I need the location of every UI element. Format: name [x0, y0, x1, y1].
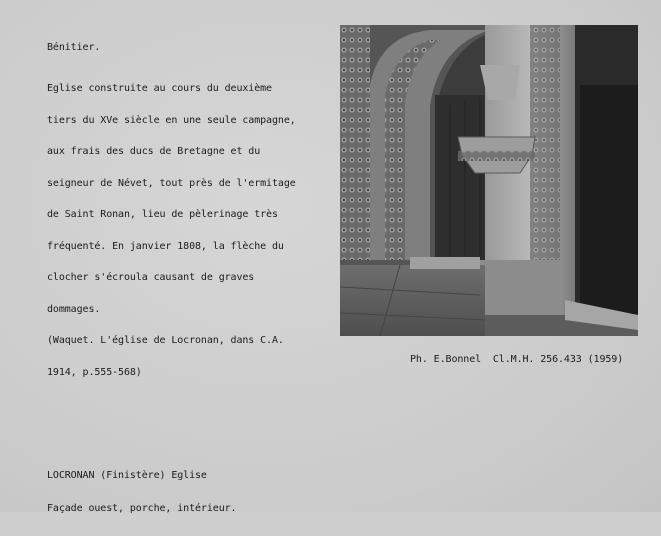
door-step — [410, 257, 480, 269]
carved-jamb-left — [340, 25, 370, 260]
description-block — [47, 63, 296, 399]
location-block — [47, 448, 236, 536]
pillar-base — [480, 260, 560, 315]
description-line: seigneur de Névet, tout près de l'ermitage — [47, 177, 296, 189]
stoup-carved-band — [458, 151, 535, 161]
description-line: Eglise construite au cours du deuxième — [47, 83, 272, 94]
porch-photo-drawing — [340, 25, 638, 336]
right-doorway — [580, 85, 638, 315]
carved-pillar-detail — [530, 25, 560, 275]
description-line: dommages. — [47, 303, 101, 315]
photo-credit: Ph. E.Bonnel Cl.M.H. 256.433 (1959) — [410, 354, 624, 365]
description-line: 1914, p.555-568) — [47, 366, 142, 378]
description-line: aux frais des ducs de Bretagne et du — [47, 146, 261, 157]
description-line: fréquenté. En janvier 1808, la flèche du — [47, 240, 284, 252]
location-line: Façade ouest, porche, intérieur. — [47, 503, 237, 514]
subject-label: Bénitier. — [47, 42, 101, 53]
description-line: de Saint Ronan, lieu de pèlerinage très — [47, 209, 278, 220]
location-line: LOCRONAN (Finistère) Eglise — [47, 470, 207, 481]
description-line: tiers du XVe siècle en une seule campagne, — [47, 114, 296, 126]
description-line: (Waquet. L'église de Locronan, dans C.A. — [47, 335, 284, 346]
porch-photograph — [340, 25, 638, 336]
wooden-door — [435, 95, 490, 265]
stone-floor — [340, 265, 485, 336]
description-line: clocher s'écroula causant de graves — [47, 272, 255, 283]
